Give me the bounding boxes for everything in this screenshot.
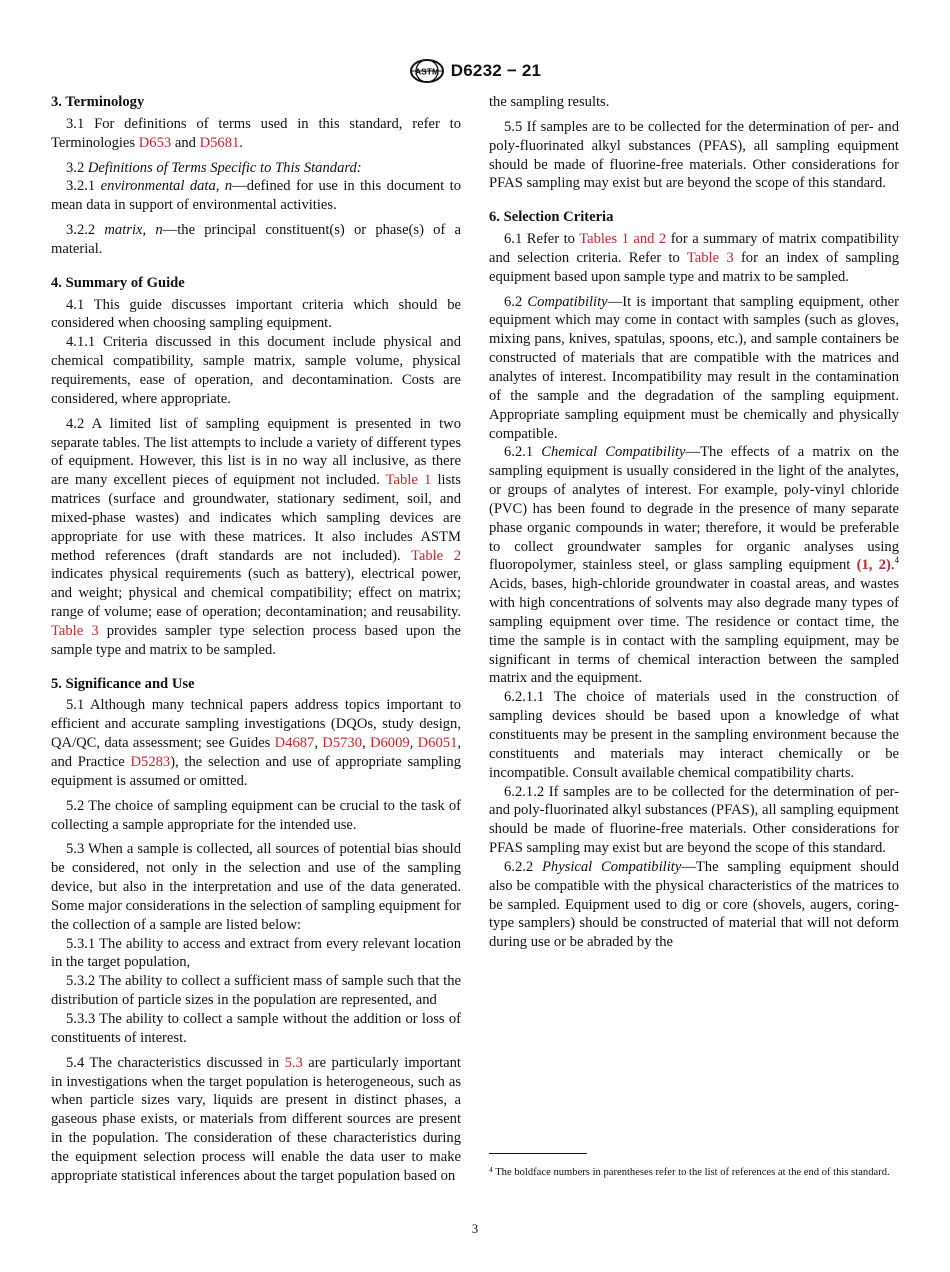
link-d6009[interactable]: D6009 (369, 735, 410, 752)
page-header (0, 58, 950, 84)
link-d5681[interactable]: D5681 (199, 134, 240, 151)
paragraph-3-2: 3.2 Definitions of Terms Specific to This Standard: (66, 159, 362, 176)
link-reference-1[interactable]: 1 (861, 557, 869, 574)
link-section-5-3[interactable]: 5.3 (284, 1054, 303, 1071)
link-table-2[interactable]: Table 2 (410, 547, 461, 564)
right-column (489, 93, 899, 952)
reference-citation-open: ( (856, 557, 862, 574)
standard-designation: D6232 − 21 (450, 61, 542, 80)
paragraph-5-3-2: 5.3.2 The ability to collect a sufficient mass of sample such that the distribution of particle sizes in the population are represented, and (51, 973, 461, 1009)
paragraph-5-3: 5.3 When a sample is collected, all sources of potential bias should be considered, not only in the selection and use of the sampling device, but also in the interpretation and use of the data generated. Some major considerations in the selection of sampling equipment for the collection of a sample are listed below: (51, 841, 461, 933)
section-heading-terminology: 3. Terminology (51, 94, 145, 110)
section-heading-summary: 4. Summary of Guide (51, 274, 185, 291)
link-d6051[interactable]: D6051 (417, 735, 458, 752)
link-d5730[interactable]: D5730 (322, 735, 363, 752)
link-table-3[interactable]: Table 3 (51, 622, 99, 639)
paragraph-6-2-2: 6.2.2 Physical Compatibility—The sampling equipment should also be compatible with the physical characteristics of the matrices to be sampled. Equipment used to dig or core (shovels, augers, coring-type samplers) should be constructed of material that will not deform during use or be abraded by the (489, 858, 899, 951)
astm-logo-icon (409, 58, 445, 84)
link-d653[interactable]: D653 (138, 134, 172, 151)
paragraph-5-4: 5.4 The characteristics discussed in 5.3 are particularly important in investigations when the target population is heterogeneous, such as when particle sizes vary, liquids are present in distinct phases, a gaseous phase exists, or materials from different sources are present in the population. The consideration of these characteristics during the equipment selection process will enable the data user to make appropriate statistical inferences about the target population based on (51, 1054, 461, 1184)
paragraph-5-1: 5.1 Although many technical papers address topics important to efficient and accurate sampling investigations (DQOs, study design, QA/QC, data assessment; see Guides D4687, D5730, D6009, D6051, and Practice D5283), the selection and use of appropriate sampling equipment is assumed or omitted. (51, 697, 462, 789)
paragraph-6-2-1: 6.2.1 Chemical Compatibility—The effects of a matrix on the sampling equipment is usually considered in the light of the analytes, or groups of analytes of interest. For example, poly-vinyl chloride (PVC) has been found to degrade in the presence of many separate phase organic compounds in water; therefore, it would be preferable to collect groundwater samples for organic analyses using fluoropolymer, stainless steel, or glass sampling equipment (1, 2).$^4$ Acids, bases, high-chloride groundwater in coastal areas, and wastes with high concentrations of solvents may also degrade many types of sampling equipment over time. The residence or contact time, the time the sample is in contact with the sampling equipment, may be significant in terms of chemical interaction between the sampled matrix and the equipment. (489, 444, 899, 687)
paragraph-5-5: 5.5 If samples are to be collected for the determination of per- and poly-fluorinated alkyl substances (PFAS), all sampling equipment should be made of fluorine-free materials. Other considerations for PFAS sampling may exist but are beyond the scope of this standard. (489, 118, 899, 192)
paragraph-4-2: 4.2 A limited list of sampling equipment is presented in two separate tables. The list attempts to include a variety of different types of equipment. However, this list is in no way all inclusive, as there are many excellent pieces of equipment not included. Table 1 lists matrices (surface and groundwater, stationary sediment, soil, and mixed-phase wastes) and indicates which sampling devices are appropriate for use with these matrices. It also includes ASTM method references (draft standards are not included). Table 2 indicates physical requirements (such as battery), electrical power, and weight; physical and chemical compatibility; effect on matrix; range of volume; ease of operation; decontamination; and reusability. Table 3 provides sampler type selection process based upon the sample type and matrix to be sampled. (51, 415, 461, 658)
section-heading-significance: 5. Significance and Use (51, 675, 195, 692)
footnote-marker[interactable]: 4 (894, 555, 899, 566)
link-d5283[interactable]: D5283 (130, 754, 171, 770)
logo-text: ASTM (414, 66, 439, 77)
link-reference-2[interactable]: 2 (878, 557, 886, 574)
footnote-number: 4 (489, 1165, 493, 1174)
link-table-3-b[interactable]: Table 3 (686, 249, 734, 266)
page-number: 3 (471, 1222, 479, 1236)
paragraph-5-3-3: 5.3.3 The ability to collect a sample without the addition or loss of constituents of interest. (51, 1010, 461, 1046)
paragraph-5-3-1: 5.3.1 The ability to access and extract from every relevant location in the target population, (51, 935, 461, 971)
paragraph-3-1: 3.1 For definitions of terms used in this standard, refer to Terminologies D653 and D5681. (51, 115, 461, 151)
footnote-text: The boldface numbers in parentheses refer to the list of references at the end of this standard. (492, 1167, 890, 1178)
paragraph-6-1: 6.1 Refer to Tables 1 and 2 for a summary of matrix compatibility and selection criteria. Refer to Table 3 for an index of sampling equipment based upon sample type and matrix to be sampled. (489, 231, 899, 285)
paragraph-3-2-2: 3.2.2 matrix, n—the principal constituent(s) or phase(s) of a material. (51, 222, 461, 257)
link-d4687[interactable]: D4687 (274, 735, 315, 752)
paragraph-6-2: 6.2 Compatibility—It is important that sampling equipment, other equipment which may come in contact with samples (such as gloves, mixing pans, knives, spatulas, spoons, etc.), and sample containers be constructed of materials that are compatible with the matrices and analytes of interest. Incompatibility may result in the contamination of the sample and the degradation of the sampling equipment. Appropriate sampling equipment must be chemically and physically compatible. (489, 293, 899, 442)
paragraph-5-4-continued: the sampling results. (489, 94, 610, 110)
section-heading-selection: 6. Selection Criteria (489, 209, 614, 226)
paragraph-4-1: 4.1 This guide discusses important criteria which should be considered when choosing sampling equipment. (51, 296, 461, 332)
paragraph-6-2-1-2: 6.2.1.2 If samples are to be collected for the determination of per- and poly-fluorinated alkyl substances (PFAS), all sampling equipment should be made of fluorine-free materials. Other considerations for PFAS sampling may exist but are beyond the scope of this standard. (489, 783, 899, 857)
link-table-1[interactable]: Table 1 (385, 472, 432, 489)
footnote (489, 1162, 899, 1180)
paragraph-5-2: 5.2 The choice of sampling equipment can be crucial to the task of collecting a sample appropriate for the intended use. (51, 797, 461, 833)
left-column (51, 93, 461, 1186)
link-tables-1-and-2[interactable]: Tables 1 and 2 (579, 231, 667, 248)
paragraph-4-1-1: 4.1.1 Criteria discussed in this document include physical and chemical compatibility, sample matrix, sample volume, physical requirements, ease of operation, and decontamination. Costs are considered, where appropriate. (51, 334, 461, 407)
paragraph-3-2-1: 3.2.1 environmental data, n—defined for use in this document to mean data in support of environmental activities. (51, 178, 461, 214)
footnote-divider (489, 1153, 587, 1154)
paragraph-6-2-1-1: 6.2.1.1 The choice of materials used in the construction of sampling devices should be based upon a knowledge of what constituents may be present in the sampling environment because the constituents and materials may interact chemically or be incompatible. Consult available chemical compatibility charts. (489, 689, 899, 781)
